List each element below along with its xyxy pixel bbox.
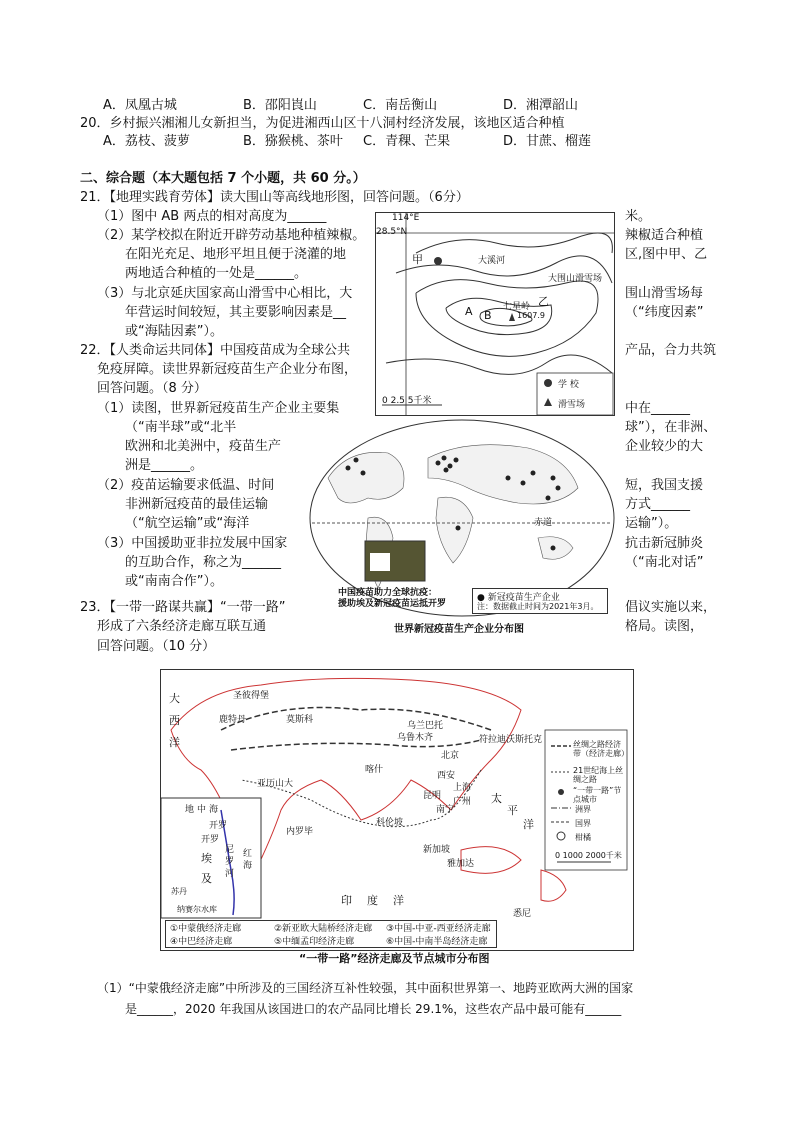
br-city-singapore: 新加坡 [423,845,451,855]
br-inset-sudan: 苏丹 [171,887,187,896]
q21-right-3: 区,图中甲、乙 [625,247,708,262]
q22-line-6: 洲是______。 [125,458,204,473]
br-city-kashgar: 喀什 [365,765,384,775]
br-city-colombo: 科伦坡 [376,818,404,828]
q23-line-2: 形成了六条经济走廊互联互通 [97,619,267,634]
map-peak-height: 1607.9 [517,311,545,320]
br-inset-egypt-2: 及 [201,872,212,885]
map-ski-label: 大围山滑雪场 [548,274,603,284]
br-inset-2: 中 [197,805,207,815]
q23-stem: 23．【一带一路谋共赢】“一带一路” [80,600,286,615]
map-lat-label: 28.5°N [376,227,408,237]
br-ocean-atlantic-2: 西 [169,714,180,727]
br-legend-1: 丝绸之路经济带（经济走廊） [573,740,629,758]
q23-q1-line-1: （1）“中蒙俄经济走廊”中所涉及的三国经济互补性较强，其中面积世界第一、地跨亚欧两大洲的国家 [97,981,634,995]
q23-q1-line-2: 是______，2020 年我国从该国进口的农产品同比增长 29.1%，这些农产品中最可能有______ [125,1002,622,1016]
br-inset-red-2: 海 [243,861,253,871]
vaccine-photo-caption: 中国疫苗助力全球抗疫： 援助埃及新冠疫苗运抵开罗 [338,588,447,609]
q20-option-a: A．荔枝、菠萝 [103,134,190,149]
br-city-moscow: 莫斯科 [286,715,314,725]
map-legend-school: 学 校 [558,380,579,390]
br-ocean-indian-1: 印 [341,894,352,907]
q21-line-6: 年营运时间较短，其主要影响因素是__ [125,305,347,320]
br-ocean-pacific-1: 太 [491,792,502,805]
q23-line-2-right: 格局。读图， [625,619,704,634]
map-scale: 0 2.5 5千米 [382,396,432,406]
q23-line-3: 回答问题。（10 分） [97,639,216,654]
br-inset-red-1: 红 [243,849,253,859]
br-corridor-1: ①中蒙俄经济走廊 [170,924,242,934]
br-inset-lake: 纳赛尔水库 [177,905,217,914]
q20-stem: 20．乡村振兴湘湘儿女新担当，为促进湘西山区十八洞村经济发展，该地区适合种植 [80,116,565,131]
br-city-nanning: 南宁 [436,805,455,815]
q21-right-5: （“纬度因素” [625,305,704,320]
br-legend-4: 洲界 [575,805,591,814]
br-city-xian: 西安 [437,771,456,781]
br-city-shanghai: 上海 [453,783,472,793]
br-inset-1: 地 [185,805,195,815]
br-corridor-5: ⑤中缅孟印经济走廊 [274,937,355,947]
map-point-a: A [465,305,473,318]
br-inset-cairo: 开罗 [201,835,220,845]
vaccine-legend: ● 新冠疫苗生产企业 [477,593,560,603]
q22-right-1: 中在______ [625,401,691,416]
vaccine-equator: 赤道 [534,518,553,528]
br-legend-6: 柑橘 [575,833,591,842]
q22-right-3: 企业较少的大 [625,439,704,454]
br-ocean-pacific-3: 洋 [523,818,534,831]
br-inset-nile-2: 罗 [225,857,235,867]
belt-road-map [160,669,634,951]
q22-line-4: （“南半球”或“北半 [125,420,237,435]
q21-right-4: 围山滑雪场每 [625,286,704,301]
q22-right-2: 球”），在非洲、 [625,420,717,435]
br-inset-nile-3: 河 [225,869,235,879]
q22-line-10: （3）中国援助亚非拉发展中国家 [97,536,288,551]
q23-stem-right: 倡议实施以来， [625,600,717,615]
br-ocean-atlantic-1: 大 [169,692,180,705]
q22-line-8: 非洲新冠疫苗的最佳运输 [125,497,269,512]
q19-option-c: C．南岳衡山 [363,98,438,113]
map-jia-label: 甲 [412,253,423,266]
map-legend-ski: 滑雪场 [558,400,586,410]
q20-option-c: C．青稞、芒果 [363,134,451,149]
br-legend-2: 21世纪海上丝绸之路 [573,766,624,784]
q22-line-1: 免疫屏障。读世界新冠疫苗生产企业分布图， [97,362,358,377]
q21-right-2: 辣椒适合种植 [625,228,704,243]
q19-option-b: B．邵阳崀山 [243,98,317,113]
q21-line-5: （3）与北京延庆国家高山滑雪中心相比，大 [97,286,353,301]
q22-line-3: （1）读图，世界新冠疫苗生产企业主要集 [97,401,340,416]
br-city-vladivostok: 符拉迪沃斯托克 [479,735,543,745]
br-city-rotterdam: 鹿特丹 [219,715,247,725]
q21-right-1: 米。 [625,209,652,224]
br-city-stpetersburg: 圣彼得堡 [233,691,270,701]
br-ocean-indian-3: 洋 [393,894,404,907]
br-city-beijing: 北京 [441,751,460,761]
q22-line-12: 或“南南合作”）。 [125,574,223,589]
q22-right-8: （“南北对话” [625,555,704,570]
q19-option-a: A．凤凰古城 [103,98,177,113]
q21-line-3: 在阳光充足、地形平坦且便于浇灌的地 [125,247,347,262]
contour-map [375,212,615,416]
br-corridor-6: ⑥中国-中南半岛经济走廊 [386,937,488,947]
q22-right-6: 运输”）。 [625,516,678,531]
section-title: 二、综合题（本大题包括 7 个小题，共 60 分。） [80,171,366,186]
br-corridor-2: ②新亚欧大陆桥经济走廊 [274,924,373,934]
vaccine-note: 注：数据截止时间为2021年3月。 [477,602,599,611]
br-ocean-atlantic-3: 洋 [169,736,180,749]
q21-stem: 21．【地理实践育劳体】读大围山等高线地形图，回答问题。（6分） [80,190,469,205]
q22-line-7: （2）疫苗运输要求低温、时间 [97,478,275,493]
q22-line-2: 回答问题。（8 分） [97,381,207,396]
vaccine-legend-box [472,588,608,614]
br-city-guangzhou: 广州 [453,797,472,807]
q22-stem: 22．【人类命运共同体】中国疫苗成为全球公共 [80,343,351,358]
q21-line-4: 两地适合种植的一处是______。 [125,266,308,281]
q19-option-d: D．湘潭韶山 [503,98,579,113]
map-peak-label: 七星岭 [503,302,531,312]
br-corridor-4: ④中巴经济走廊 [170,937,233,947]
map-point-b: B [484,309,492,322]
br-corridor-3: ③中国-中亚-西亚经济走廊 [386,924,491,934]
q22-right-4: 短，我国支援 [625,478,704,493]
q20-option-d: D．甘蔗、榴莲 [503,134,592,149]
br-city-kunming: 昆明 [423,791,442,801]
q21-line-1: （1）图中 AB 两点的相对高度为______ [97,209,327,224]
map-river-label: 大溪河 [478,256,506,266]
q22-right-5: 方式______ [625,497,691,512]
br-city-alexandria: 亚历山大 [257,779,294,789]
br-scale: 0 1000 2000千米 [555,851,622,860]
br-inset-egypt-1: 埃 [201,852,212,865]
br-city-urumqi: 乌鲁木齐 [397,733,434,743]
q21-line-2: （2）某学校拟在附近开辟劳动基地种植辣椒。 [97,228,366,243]
br-city-ulaanbaatar: 乌兰巴托 [407,721,444,731]
br-corridor-legend [165,920,497,948]
br-ocean-indian-2: 度 [367,894,378,907]
br-city-cairo: 开罗 [209,821,228,831]
br-legend-5: 国界 [575,819,591,828]
br-inset-3: 海 [209,805,219,815]
q20-option-b: B．猕猴桃、茶叶 [243,134,343,149]
br-city-jakarta: 雅加达 [447,859,475,869]
q22-line-9: （“航空运输”或“海洋 [125,516,250,531]
map-lon-label: 114°E [392,213,420,223]
br-legend-3: “一带一路”节点城市 [573,786,622,804]
vaccine-map-caption: 世界新冠疫苗生产企业分布图 [394,624,524,635]
br-city-sydney: 悉尼 [513,909,532,919]
br-inset-nile-1: 尼 [225,845,235,855]
br-map-caption: “一带一路”经济走廊及节点城市分布图 [299,952,490,965]
map-yi-label: 乙 [538,295,549,308]
q21-line-7: 或“海陆因素”）。 [125,324,223,339]
br-ocean-pacific-2: 平 [507,804,518,817]
q22-line-5: 欧洲和北美洲中，疫苗生产 [125,439,282,454]
q22-stem-right: 产品，合力共筑 [625,343,717,358]
q22-line-11: 的互助合作，称之为______ [125,555,282,570]
q22-right-7: 抗击新冠肺炎 [625,536,704,551]
br-city-nairobi: 内罗毕 [286,827,314,837]
vaccine-map [308,418,616,638]
